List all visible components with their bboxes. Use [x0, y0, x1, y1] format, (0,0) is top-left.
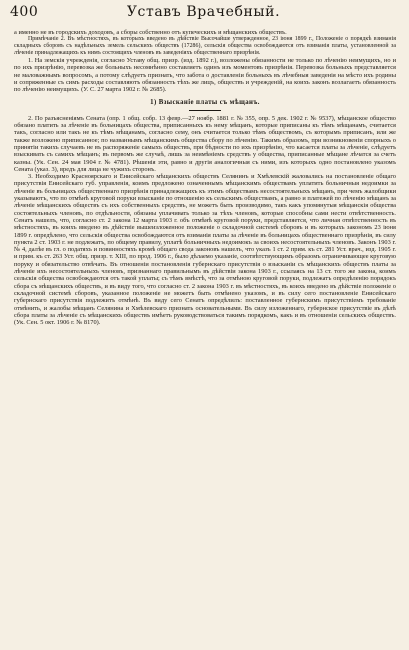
paragraph-1: 1. На земскія учрежденія, согласно Уставу общ. призр. (изд. 1892 г.), возложены обязанности не только по лѣченію неимущихъ, но и по ихъ призрѣнію, перевозка же больныхъ несомнѣнно составляетъ одинъ изъ моментовъ призрѣнія. Перевозка больныхъ представляется не маловажнымъ вопросомъ, а потому слѣдуетъ признать, что забота о доставленіи больныхъ въ лѣчебныя заведенія на мѣсто ихъ родины и сопряженные съ симъ расходы составляютъ обязанность тѣхъ же лицъ, обществъ и учрежденій, на коихъ законъ возлагаетъ обязанность по лѣченію неимущихъ. (У. С. 27 марта 1902 г. № 2685).	[14, 57, 396, 94]
section-heading: 1) Взысканіе платы съ мѣщанъ.	[150, 98, 260, 106]
paragraph-continuation: а именно не въ городскихъ доходовъ, а сборы собственно отъ купеческихъ и мѣщанскихъ обществъ.	[14, 29, 287, 36]
paragraph-2: 2. По разъясненіямъ Сената (опр. 1 общ. собр. 13 февр.—27 ноябр. 1881 г. № 355, опр. 5 дек. 1902 г. № 9537), мѣщанское общество обязано платить за лѣченіе въ больницахъ общества, приписанныхъ къ нему мѣщанъ, которые приписаны къ тѣмъ мѣщанамъ, считается такъ, согласно или такъ не къ тѣмъ мѣщанамъ, согласно сему, онъ считается только тѣмъ обществомъ, съ которымъ приписанъ, или же также возложено приписанное; по названнымъ мѣщанскимъ общества сбору по лѣченію. Такимъ образомъ, при возникновеніи спорныхъ о принятіи такихъ случаевъ не въ распоряженіе самыхъ обществъ, при бѣдности по ихъ призрѣнію, что касается платы за лѣченіе, слѣдуетъ взыскивать съ самихъ мѣщанъ; въ первомъ же случаѣ, лишь за неимѣніемъ средствъ у общества, приписанные мѣщане лѣчатся за счетъ казны. (Ук. Сен. 24 мая 1904 г. № 4781). Рѣшенія эти, равно и другія аналогичныя съ ними, изъ которыхъ одно постановлено указомъ Сената (указ. 3), вредъ для лица не чужихъ сторонъ.	[14, 114, 396, 173]
note-paragraph: Примѣчаніе 2. Въ мѣстностяхъ, въ которыхъ введено въ дѣйствіе Высочайше утвержденное, 23 іюня 1899 г., Положеніе о порядкѣ взиманія складныхъ сборовъ съ надѣльныхъ земель сельскихъ обществъ (17286), сельскія общества освобождаются отъ взиманія платы, установленной за лѣченіе принадлежащихъ къ нимъ состоящихъ членовъ въ заведеніяхъ общественнаго призрѣнія.	[14, 36, 396, 57]
section-divider	[189, 110, 221, 111]
page-header	[10, 4, 397, 24]
paragraph-3: 3. Необходимо Красноярскаго и Енисейскаго мѣщанскихъ обществъ Селянинъ и Хмѣлевскій жаловались на постановленіе общаго присутствія Енисейскаго губ. управленія, коимъ предложено означеннымъ мѣщанскимъ обществамъ уплатить больничныя недоимки за лѣченіе въ больницахъ общественнаго призрѣнія принадлежащихъ къ этимъ обществамъ несостоятельныхъ мѣщанъ, при чемъ жалобщики указываютъ, что по отмѣнѣ круговой поруки взысканіе по отношенію къ сельскимъ обществамъ, а равно и платежей по лѣченію мѣщанъ за лѣченіе мѣщанскихъ обществъ съ ихъ собственныхъ средствъ, не можетъ быть производимо, такъ какъ упомянутыя мѣщанскія общества состоятельныхъ членовъ, по отдѣльности, обязаны уплачивать только за тѣхъ членовъ, которые способны сами нести отвѣтственность. Сенатъ нашелъ, что, согласно ст. 2 закона 12 марта 1903 г. объ отмѣнѣ круговой поруки, представляется, что личная отвѣтственность въ мѣстностяхъ, въ коихъ введено въ дѣйствіе вышеизложенное положеніе о складочной системѣ сборовъ и въ которыхъ закономъ 23 іюня 1899 г. опредѣлено, что сельскія общества освобождаются отъ взиманія платы за лѣченіе въ больницахъ общественнаго призрѣнія, въ силу пункта 2 ст. 1903 г. не подлежатъ, по общему правилу, уплатѣ больничныхъ недоимокъ за своихъ несостоятельныхъ членовъ. Законъ 1903 г. № 4, далѣе въ гл. о податяхъ и повинностяхъ кромѣ общаго свода законовъ нашелъ, что указъ 1 ст. 2 прим. къ ст. 281 Уст. врач., изд. 1905 г. и прим. къ ст. 263 Уст. общ. призр. т. XIII, по прод. 1906 г., было дѣлаемо указаніе, соотвѣтствующимъ образомъ ограничивающее круговую поруку и обязательство отвѣчать. Въ отношеніи постановленія губернскаго присутствія о взысканіи съ мѣщанскихъ обществъ платы за лѣченіе ихъ несостоятельныхъ членовъ, признаннаго правильнымъ въ дѣйствіи закона 1903 г., ссылаясь на 13 ст. того же закона, коимъ сельскія общества освобождаются отъ такой уплаты; съ тѣмъ вмѣстѣ, что за отмѣною круговой поруки, подлежатъ опредѣленію порядокъ сбора съ мѣщанскихъ обществъ, и въ виду того, что согласно ст. 2 закона 1903 г. въ мѣстностяхъ, въ коихъ введено въ дѣйствіе положеніе о складочной системѣ сборовъ, указанное положеніе не можетъ быть отмѣнено указомъ, и въ силу сего постановленіе Енисейскаго губернскаго присутствія подлежитъ отмѣнѣ. Въ виду сего Сенатъ опредѣлилъ: поставленное губернскимъ присутствіемъ требованіе отмѣнить, и жалобы мѣщанъ Селянина и Хмѣлевскаго признать основательными. Въ силу изложеннаго, губернское присутствіе въ дѣлѣ сбора платы за лѣченіе съ мѣщанскихъ обществъ имѣетъ руководствоваться такимъ порядкомъ, какъ и въ отношеніи сельскихъ обществъ. (Ук. Сен. 5 окт. 1906 г. № 8170).	[14, 173, 396, 327]
running-title: Уставъ Врачебный.	[126, 4, 281, 20]
body-text	[14, 29, 396, 326]
page-number: 400	[10, 4, 39, 20]
